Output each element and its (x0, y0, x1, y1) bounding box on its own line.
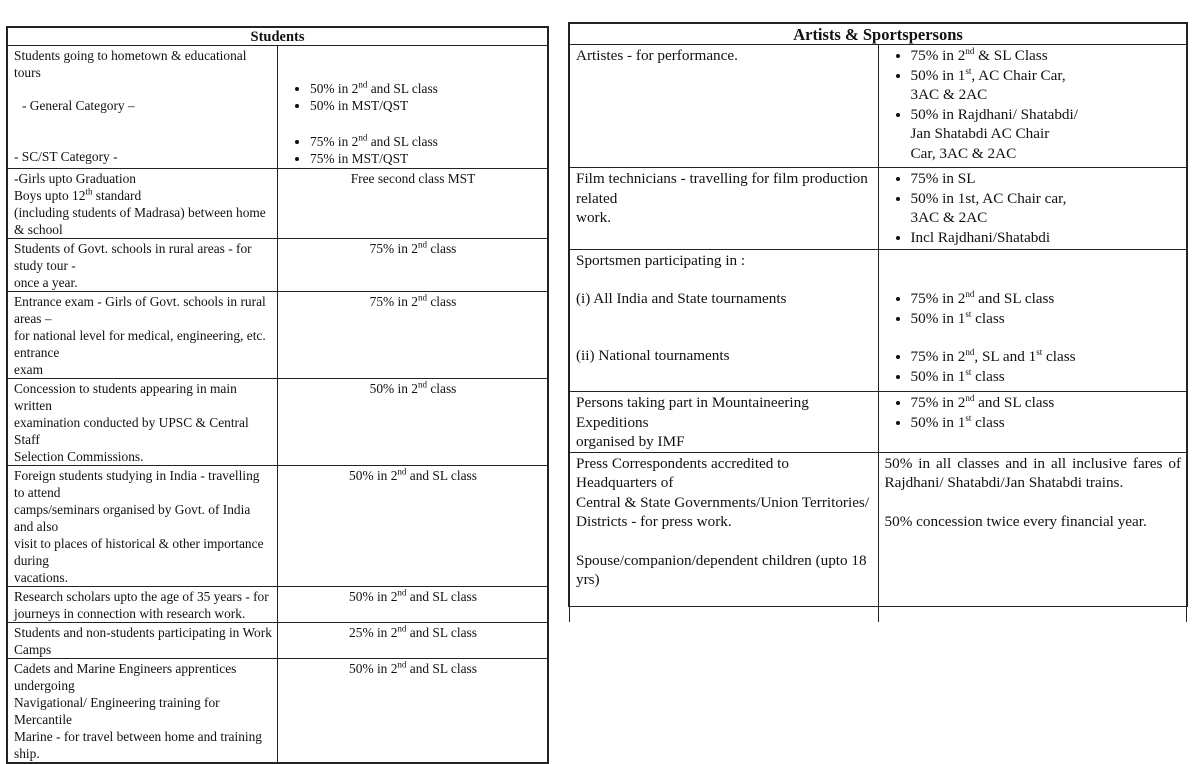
list-item: • 75% in 2nd, SL and 1st class (911, 347, 1182, 367)
table-row (8, 379, 548, 466)
table-row (8, 169, 548, 239)
table-row (8, 292, 548, 379)
row-value: 50% in 2nd and SL class (278, 659, 548, 763)
row-desc: Students of Govt. schools in rural areas - for study tour - once a year. (8, 239, 278, 292)
row-desc: Cadets and Marine Engineers apprentices undergoing Navigational/ Engineering training for Mercantile Marine - for travel between home and training ship. (8, 659, 278, 763)
table-row (570, 45, 1187, 168)
table-row (8, 659, 548, 763)
row-desc: Artistes - for performance. (570, 45, 879, 168)
row-value: 50% in 2nd and SL class (278, 466, 548, 587)
list-item: • 50% in 2nd and SL class (310, 80, 542, 97)
list-item: • 75% in 2nd and SL class (911, 289, 1182, 309)
table-row (8, 466, 548, 587)
row-value: 50% in 2nd and SL class (278, 587, 548, 623)
row-desc: Concession to students appearing in main written examination conducted by UPSC & Central Staff Selection Commissions. (8, 379, 278, 466)
table-row (570, 392, 1187, 453)
row-value (878, 45, 1187, 168)
list-item: • 75% in 2nd & SL Class (911, 46, 1182, 66)
list-item: • 75% in SL (911, 169, 1182, 189)
table-row (8, 46, 548, 169)
row-desc: Students going to hometown & educational tours - General Category – - SC/ST Category - (8, 46, 278, 169)
students-table (6, 26, 549, 764)
row-value (878, 392, 1187, 453)
row-desc: Sportsmen participating in : (i) All India and State tournaments (ii) National tournaments (570, 250, 879, 392)
list-item: • 50% in Rajdhani/ Shatabdi/ Jan Shatabdi AC Chair Car, 3AC & 2AC (911, 105, 1182, 164)
list-item: • 75% in 2nd and SL class (310, 133, 542, 150)
row-value: Free second class MST (278, 169, 548, 239)
list-item: • 50% in 1st class (911, 367, 1182, 387)
row-desc: Students and non-students participating in Work Camps (8, 623, 278, 659)
list-item: • 75% in 2nd and SL class (911, 393, 1182, 413)
row-desc: Press Correspondents accredited to Headquarters of Central & State Governments/Union Territories/ Districts - for press work. Spouse/companion/dependent children (upto 18 yrs) (570, 452, 879, 622)
table-row (570, 452, 1187, 622)
list-item: • 50% in 1st, AC Chair Car, 3AC & 2AC (911, 66, 1182, 105)
row-desc: Entrance exam - Girls of Govt. schools in rural areas – for national level for medical, engineering, etc. entrance exam (8, 292, 278, 379)
table-row (570, 250, 1187, 392)
row-value: 75% in 2nd class (278, 239, 548, 292)
row-desc: Film technicians - travelling for film production related work. (570, 168, 879, 250)
table-row (570, 168, 1187, 250)
list-item: • 50% in 1st class (911, 309, 1182, 329)
artists-title: Artists & Sportspersons (570, 24, 1187, 45)
row-desc: Foreign students studying in India - travelling to attend camps/seminars organised by Govt. of India and also visit to places of historical & other importance during vacations. (8, 466, 278, 587)
list-item: • 50% in 1st, AC Chair car, 3AC & 2AC (911, 189, 1182, 228)
list-item: • Incl Rajdhani/Shatabdi (911, 228, 1182, 248)
row-desc: Persons taking part in Mountaineering Expeditions organised by IMF (570, 392, 879, 453)
students-title: Students (8, 28, 548, 46)
row-value: 25% in 2nd and SL class (278, 623, 548, 659)
row-value (878, 250, 1187, 392)
list-item: • 75% in MST/QST (310, 150, 542, 167)
row-value: 50% in 2nd class (278, 379, 548, 466)
row-desc: -Girls upto Graduation Boys upto 12th standard (including students of Madrasa) between home & school (8, 169, 278, 239)
artists-sportspersons-table (568, 22, 1188, 607)
table-row (8, 239, 548, 292)
list-item: • 50% in 1st class (911, 413, 1182, 433)
row-value (278, 46, 548, 169)
row-value (878, 168, 1187, 250)
row-value: 75% in 2nd class (278, 292, 548, 379)
row-desc: Research scholars upto the age of 35 years - for journeys in connection with research work. (8, 587, 278, 623)
list-item: • 50% in MST/QST (310, 97, 542, 114)
table-row (8, 587, 548, 623)
row-value: 50% in all classes and in all inclusive fares of Rajdhani/ Shatabdi/Jan Shatabdi trains. 50% concession twice every financial year. (878, 452, 1187, 622)
